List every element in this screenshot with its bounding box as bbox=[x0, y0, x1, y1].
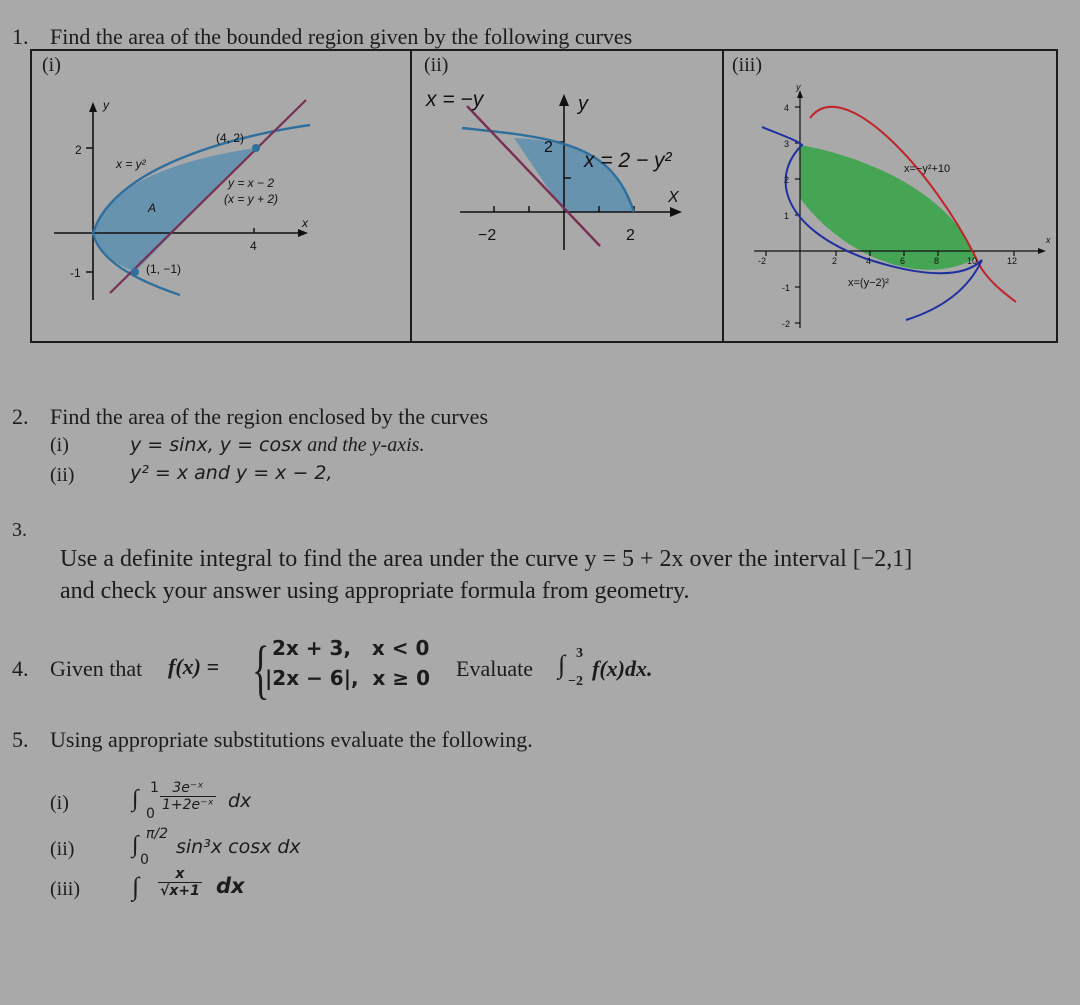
x-tick-neg2: -2 bbox=[758, 256, 767, 266]
x-tick-10: 10 bbox=[967, 256, 978, 266]
y-axis-label: y bbox=[578, 93, 588, 115]
y-axis-arrow bbox=[559, 94, 569, 106]
graph-1 bbox=[40, 80, 410, 340]
q1-text: Find the area of the bounded region given by the following curves bbox=[50, 24, 633, 49]
q2-text: Find the area of the region enclosed by the curves bbox=[50, 404, 489, 429]
x-tick-6: 6 bbox=[900, 256, 906, 266]
y-tick-2: 2 bbox=[784, 175, 790, 185]
q1-number: 1. bbox=[12, 24, 29, 49]
q2-i-label: (i) bbox=[50, 434, 69, 456]
tick-y-2-label: 2 bbox=[75, 143, 82, 157]
red-curve-label: x=−y²+10 bbox=[904, 163, 951, 175]
y-tick-neg2: -2 bbox=[782, 319, 791, 329]
y-tick-3: 3 bbox=[784, 139, 790, 149]
q2-i-math: y = sinx, y = cosx bbox=[130, 434, 303, 456]
q3-line-1: Use a definite integral to find the area under the curve y = 5 + 2x over the interval [−2,1] bbox=[60, 546, 913, 572]
q5-iii-label: (iii) bbox=[50, 878, 80, 900]
q4-number: 4. bbox=[12, 656, 29, 681]
point-upper bbox=[252, 144, 260, 152]
parabola-label: x = 2 − y² bbox=[584, 149, 672, 172]
q4-piece-2: |2x − 6|, x ≥ 0 bbox=[265, 666, 431, 690]
q2-i-text: and the y-axis. bbox=[302, 434, 425, 456]
q2-ii-label: (ii) bbox=[50, 464, 75, 486]
q2-number: 2. bbox=[12, 404, 29, 429]
x-axis-arrow bbox=[1038, 248, 1046, 254]
x-axis-label: X bbox=[668, 189, 679, 206]
x-axis-label: x bbox=[302, 216, 308, 230]
q2-i-body bbox=[130, 434, 424, 457]
q5-number: 5. bbox=[12, 727, 29, 752]
y-axis-label: y bbox=[103, 98, 109, 112]
graph-3 bbox=[724, 78, 1058, 340]
q4-integrand: f(x)dx. bbox=[592, 656, 653, 681]
q5-ii-integral: ∫ bbox=[132, 832, 139, 858]
parabola-label: x = y² bbox=[116, 157, 146, 171]
blue-curve-label: x=(y−2)² bbox=[848, 277, 889, 289]
q5-ii-body: sin³x cosx dx bbox=[176, 836, 301, 858]
point-lower bbox=[131, 268, 139, 276]
q5-i-numerator: 3e⁻ˣ bbox=[160, 780, 216, 797]
q2-ii-math: y² = x and y = x − 2, bbox=[130, 462, 333, 484]
q4-brace: { bbox=[252, 633, 270, 706]
x-tick-8: 8 bbox=[934, 256, 940, 266]
tick-y-neg1-label: -1 bbox=[70, 266, 81, 280]
q5-i-lower: 0 bbox=[146, 806, 155, 822]
q4-evaluate: Evaluate bbox=[456, 656, 533, 681]
tick-y-2-label: 2 bbox=[544, 139, 553, 156]
line-label: x = −y bbox=[426, 88, 484, 111]
q4-upper-limit: 3 bbox=[576, 646, 583, 661]
x-axis-arrow bbox=[670, 207, 682, 217]
x-tick-12: 12 bbox=[1007, 256, 1018, 266]
q5-i-integral: ∫ bbox=[132, 786, 139, 812]
y-tick-4: 4 bbox=[784, 103, 790, 113]
q4-integral-sign: ∫ bbox=[558, 650, 566, 679]
graph-2 bbox=[412, 80, 722, 260]
q4-piece-1: 2x + 3, x < 0 bbox=[272, 636, 430, 660]
tick-x-4-label: 4 bbox=[250, 239, 257, 253]
x-axis-arrow bbox=[298, 229, 308, 237]
graph-3-label: (iii) bbox=[732, 54, 762, 76]
q5-iii-dx: dx bbox=[216, 874, 245, 898]
q4-fx: f(x) = bbox=[168, 654, 220, 679]
y-axis-arrow bbox=[89, 102, 97, 112]
q5-iii-integral: ∫ bbox=[132, 872, 140, 901]
q5-ii-label: (ii) bbox=[50, 838, 75, 860]
q5-ii-upper: π/2 bbox=[146, 826, 169, 842]
q5-i-label: (i) bbox=[50, 792, 69, 814]
graph-2-label: (ii) bbox=[424, 54, 449, 76]
q3-line-2: and check your answer using appropriate formula from geometry. bbox=[60, 578, 690, 604]
q5-iii-numerator: x bbox=[158, 866, 202, 883]
point-upper-label: (4, 2) bbox=[216, 131, 245, 145]
q5-i-fraction bbox=[160, 780, 216, 813]
x-axis-label: x bbox=[1046, 235, 1051, 245]
q5-iii-fraction bbox=[158, 866, 202, 899]
line-label-2: (x = y + 2) bbox=[224, 192, 279, 206]
q4-lower-limit: −2 bbox=[568, 674, 583, 689]
x-tick-4: 4 bbox=[866, 256, 872, 266]
q5-iii-denominator: √x+1 bbox=[160, 883, 200, 899]
q5-i-dx: dx bbox=[228, 790, 252, 812]
y-axis-label: y bbox=[796, 82, 801, 92]
y-tick-1: 1 bbox=[784, 211, 790, 221]
tick-x-neg2-label: −2 bbox=[478, 227, 497, 244]
region-label: A bbox=[148, 201, 157, 215]
line-label-1: y = x − 2 bbox=[228, 176, 275, 190]
y-tick-neg1: -1 bbox=[782, 283, 791, 293]
point-lower-label: (1, −1) bbox=[146, 262, 182, 276]
x-tick-2: 2 bbox=[832, 256, 838, 266]
q5-i-denominator: 1+2e⁻ˣ bbox=[162, 797, 214, 813]
tick-x-2-label: 2 bbox=[626, 227, 635, 244]
q5-i-upper: 1 bbox=[150, 780, 159, 796]
q5-ii-lower: 0 bbox=[140, 852, 149, 868]
q4-given: Given that bbox=[50, 656, 143, 681]
q3-number: 3. bbox=[12, 519, 27, 541]
graph-1-label: (i) bbox=[42, 54, 61, 76]
q5-text: Using appropriate substitutions evaluate the following. bbox=[50, 727, 533, 752]
